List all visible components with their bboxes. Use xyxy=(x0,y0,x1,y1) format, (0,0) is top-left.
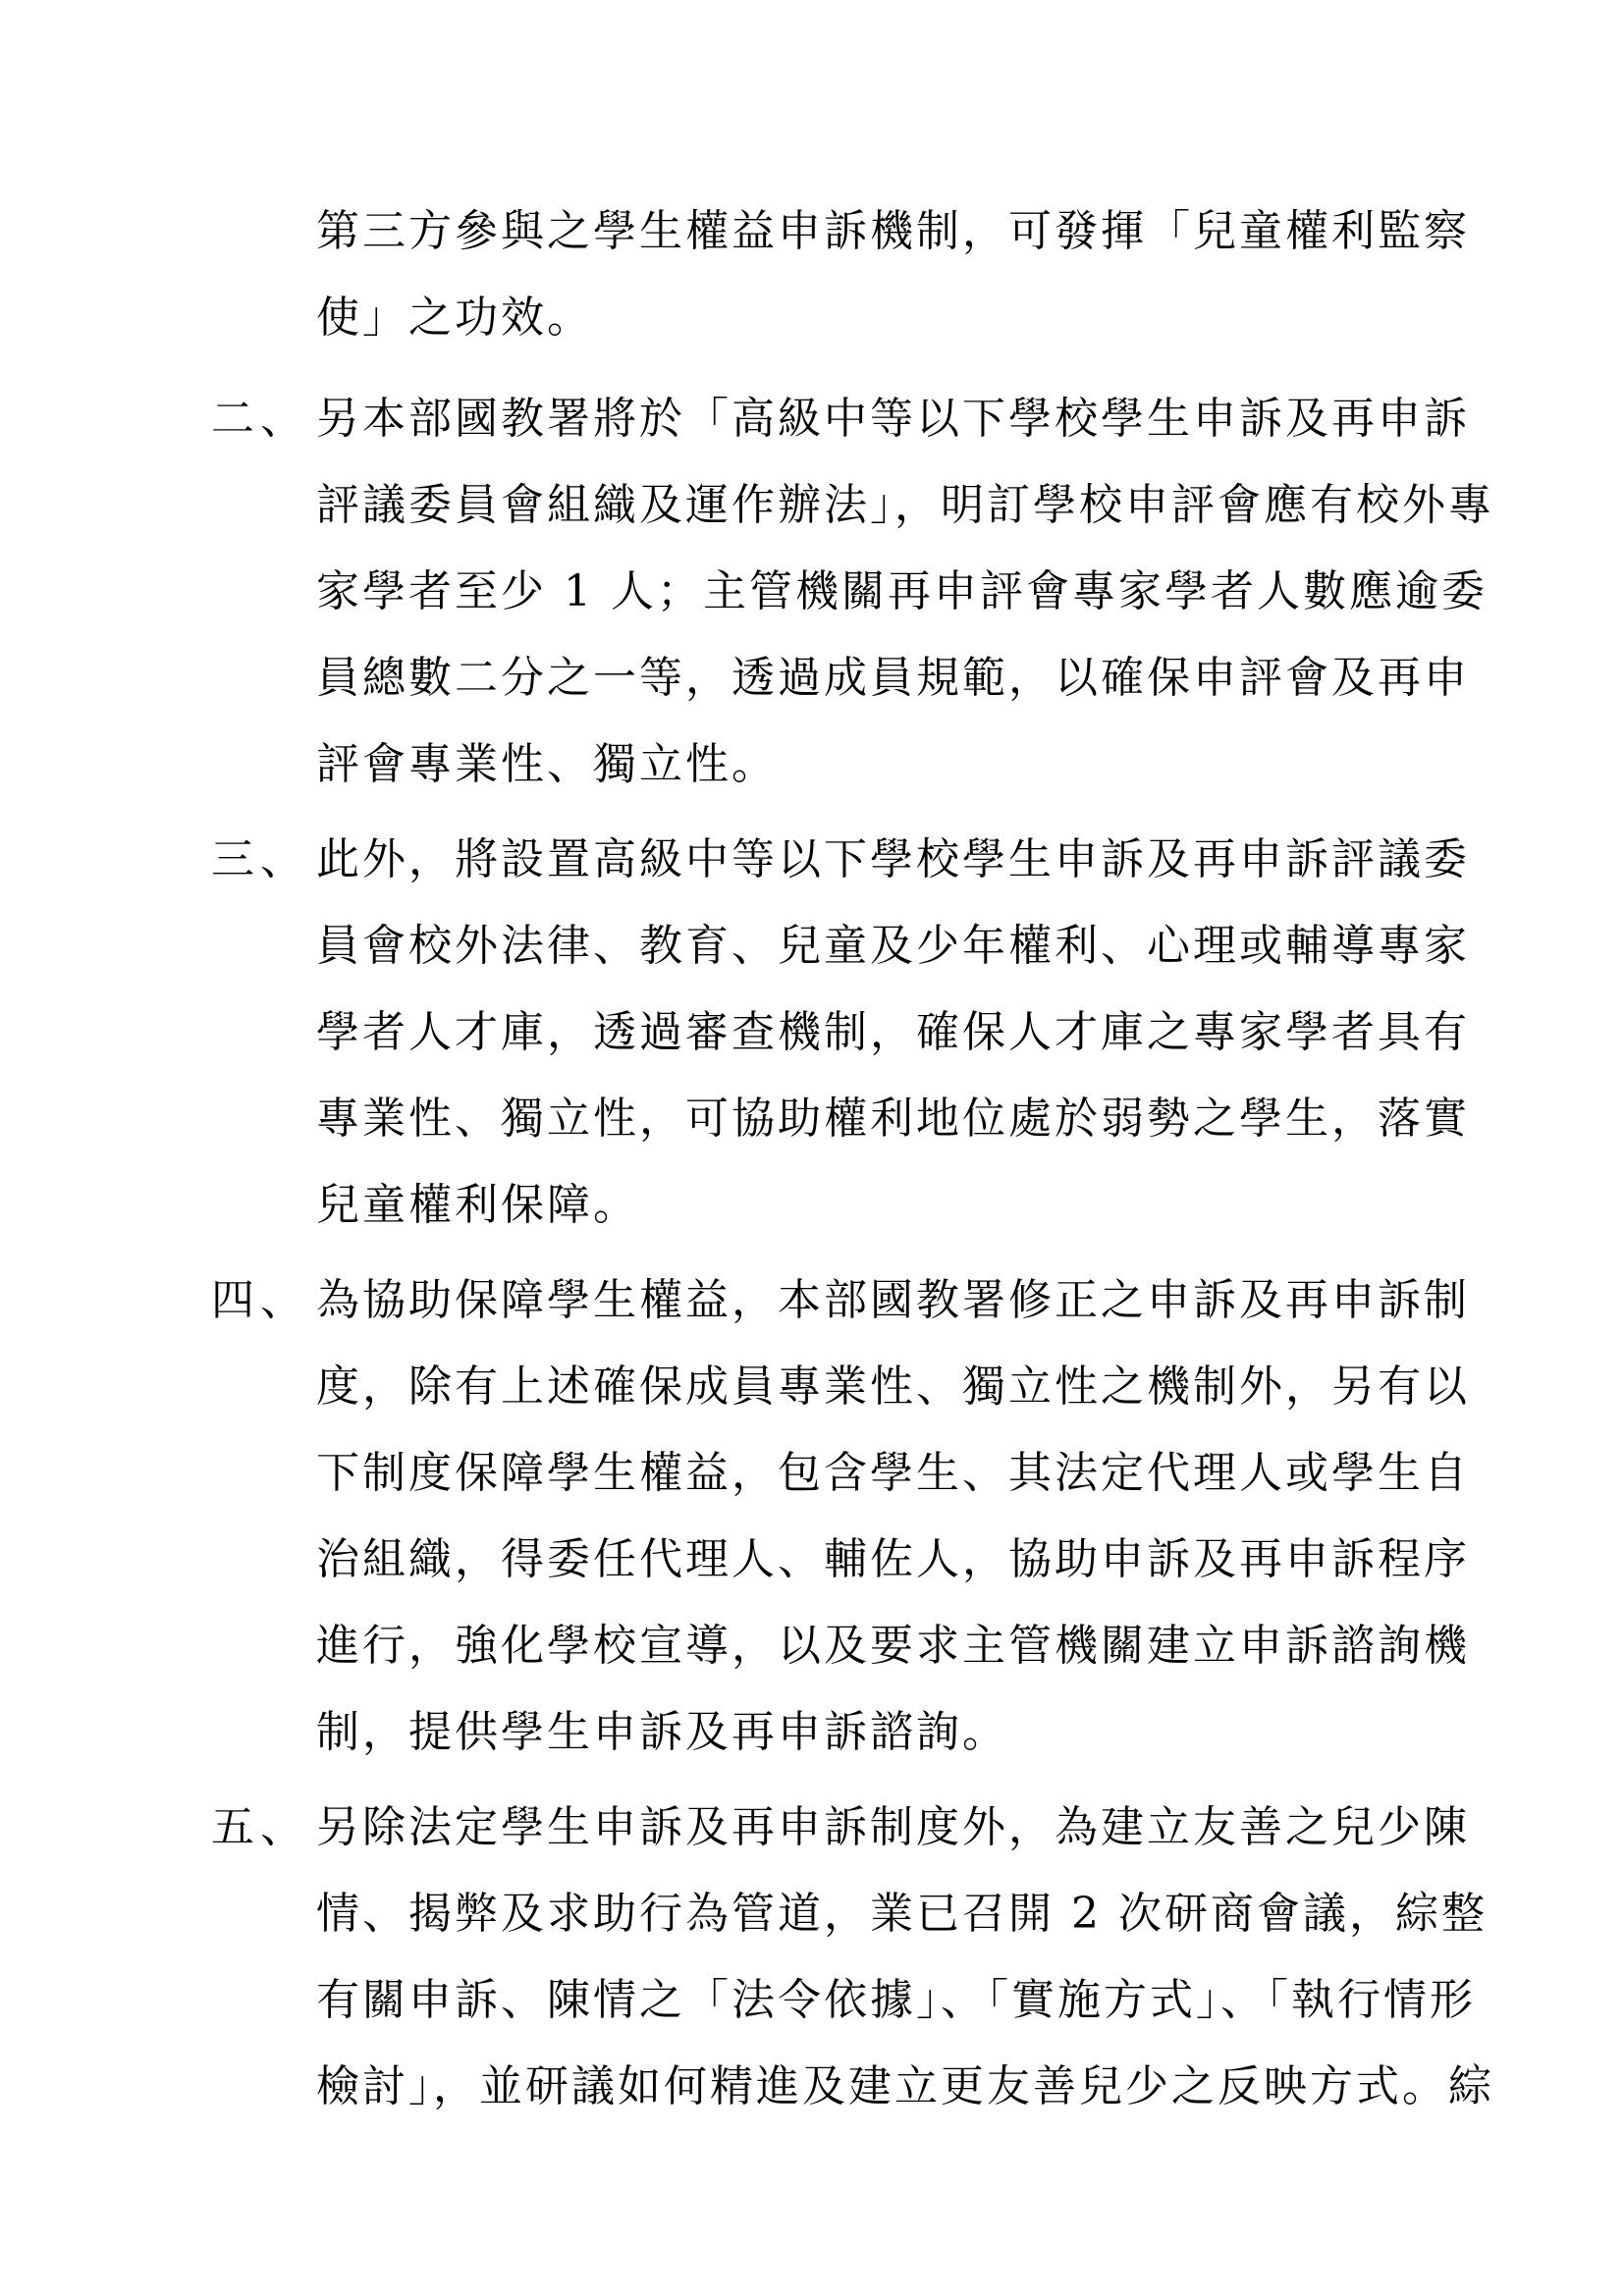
paragraph-line: 制，提供學生申訴及再申訴諮詢。 xyxy=(316,1707,1008,1757)
paragraph-line: 評會專業性、獨立性。 xyxy=(316,739,778,789)
paragraph-line: 下制度保障學生權益，包含學生、其法定代理人或學生自 xyxy=(316,1448,1470,1498)
paragraph-line: 第三方參與之學生權益申訴機制，可發揮「兒童權利監察 xyxy=(316,206,1470,256)
paragraph-line: 情、揭弊及求助行為管道，業已召開 2 次研商會議，綜整 xyxy=(316,1889,1488,1939)
paragraph-line: 員會校外法律、教育、兒童及少年權利、心理或輔導專家 xyxy=(316,921,1470,971)
paragraph-line: 另本部國教署將於「高級中等以下學校學生申訴及再申訴 xyxy=(316,394,1470,444)
paragraph-line: 專業性、獨立性，可協助權利地位處於弱勢之學生，落實 xyxy=(316,1094,1470,1144)
paragraph-line: 度，除有上述確保成員專業性、獨立性之機制外，另有以 xyxy=(316,1362,1470,1412)
paragraph-line: 評議委員會組織及運作辦法」，明訂學校申評會應有校外專 xyxy=(316,480,1494,530)
paragraph-line: 有關申訴、陳情之「法令依據」、「實施方式」、「執行情形 xyxy=(316,1975,1476,2025)
paragraph-line: 進行，強化學校宣導，以及要求主管機關建立申訴諮詢機 xyxy=(316,1621,1470,1671)
item-marker: 二、 xyxy=(211,394,309,444)
paragraph-line: 學者人才庫，透過審查機制，確保人才庫之專家學者具有 xyxy=(316,1007,1470,1057)
item-marker: 四、 xyxy=(211,1275,309,1325)
paragraph-line: 檢討」，並研議如何精進及建立更友善兒少之反映方式。綜 xyxy=(316,2061,1494,2111)
paragraph-line: 家學者至少 1 人；主管機關再申評會專家學者人數應逾委 xyxy=(316,566,1488,616)
item-marker: 五、 xyxy=(211,1802,309,1852)
paragraph-line: 另除法定學生申訴及再申訴制度外，為建立友善之兒少陳 xyxy=(316,1802,1470,1852)
item-marker: 三、 xyxy=(211,834,309,884)
paragraph-line: 治組織，得委任代理人、輔佐人，協助申訴及再申訴程序 xyxy=(316,1534,1470,1584)
paragraph-line: 使」之功效。 xyxy=(316,293,593,343)
paragraph-line: 為協助保障學生權益，本部國教署修正之申訴及再申訴制 xyxy=(316,1275,1470,1325)
paragraph-line: 兒童權利保障。 xyxy=(316,1180,639,1230)
paragraph-line: 員總數二分之一等，透過成員規範，以確保申評會及再申 xyxy=(316,653,1470,703)
paragraph-line: 此外，將設置高級中等以下學校學生申訴及再申訴評議委 xyxy=(316,834,1470,884)
